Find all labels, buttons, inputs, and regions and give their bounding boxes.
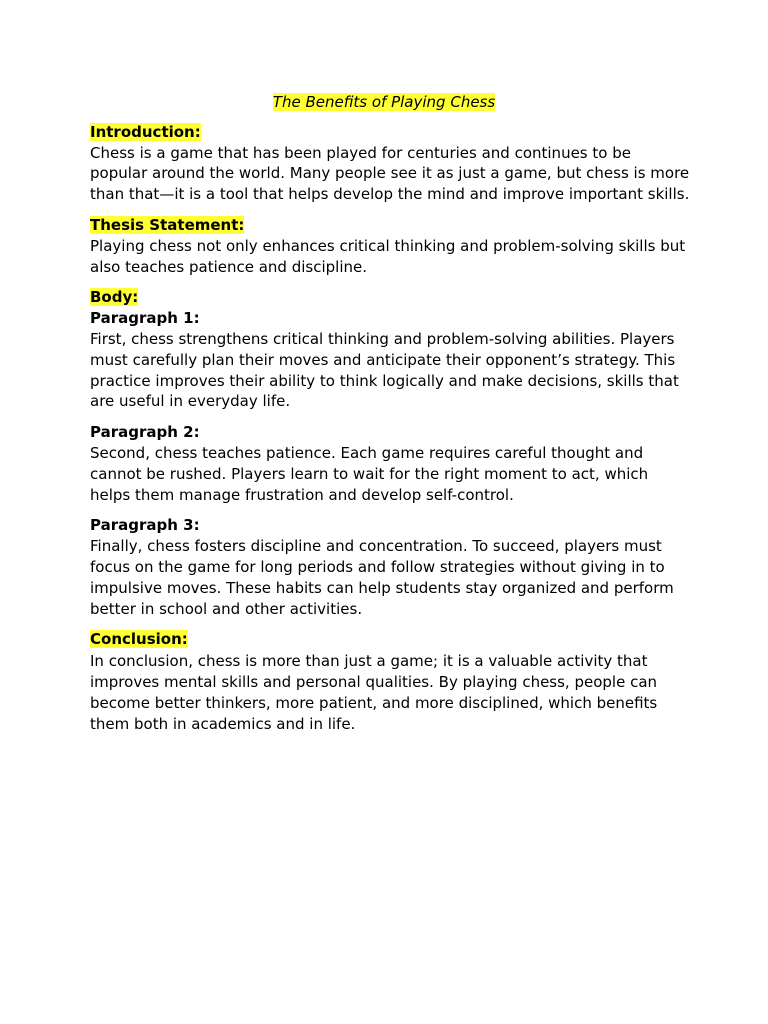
introduction-heading: Introduction:	[90, 122, 201, 141]
body-paragraph-2	[90, 422, 690, 505]
body-paragraph-3	[90, 515, 690, 619]
paragraph-1-text: First, chess strengthens critical thinking and problem-solving abilities. Players must carefully plan their moves and anticipate their opponent’s strategy. This practice improves their ability to think logically and make decisions, skills that are useful in everyday life.	[90, 329, 679, 411]
paragraph-2-heading: Paragraph 2:	[90, 423, 200, 442]
paragraph-2-text: Second, chess teaches patience. Each game requires careful thought and cannot be rushed. Players learn to wait for the right moment to act, which helps them manage frustration and develop self-control.	[90, 443, 649, 504]
document-page	[90, 92, 690, 744]
introduction-section	[90, 122, 690, 205]
thesis-text: Playing chess not only enhances critical thinking and problem-solving skills but also teaches patience and discipline.	[90, 236, 686, 276]
body-section	[90, 287, 690, 308]
paragraph-3-heading: Paragraph 3:	[90, 516, 200, 535]
thesis-heading: Thesis Statement:	[90, 215, 245, 234]
body-paragraph-1	[90, 308, 690, 412]
body-heading: Body:	[90, 288, 139, 307]
paragraph-3-text: Finally, chess fosters discipline and concentration. To succeed, players must focus on the game for long periods and follow strategies without giving in to impulsive moves. These habits can help students stay organized and perform better in school and other activities.	[90, 537, 674, 618]
conclusion-section	[90, 629, 690, 734]
introduction-text: Chess is a game that has been played for centuries and continues to be popular around the world. Many people see it as just a game, but chess is more than that—it is a tool that helps develop the mind and improve important skills.	[90, 143, 690, 204]
conclusion-heading: Conclusion:	[90, 630, 188, 649]
document-title: The Benefits of Playing Chess	[272, 93, 496, 111]
title-line	[90, 92, 678, 113]
conclusion-text: In conclusion, chess is more than just a game; it is a valuable activity that improves mental skills and personal qualities. By playing chess, people can become better thinkers, more patient, and more disciplined, which benefits them both in academics and in life.	[90, 652, 658, 733]
thesis-section	[90, 215, 690, 277]
paragraph-1-heading: Paragraph 1:	[90, 309, 200, 328]
